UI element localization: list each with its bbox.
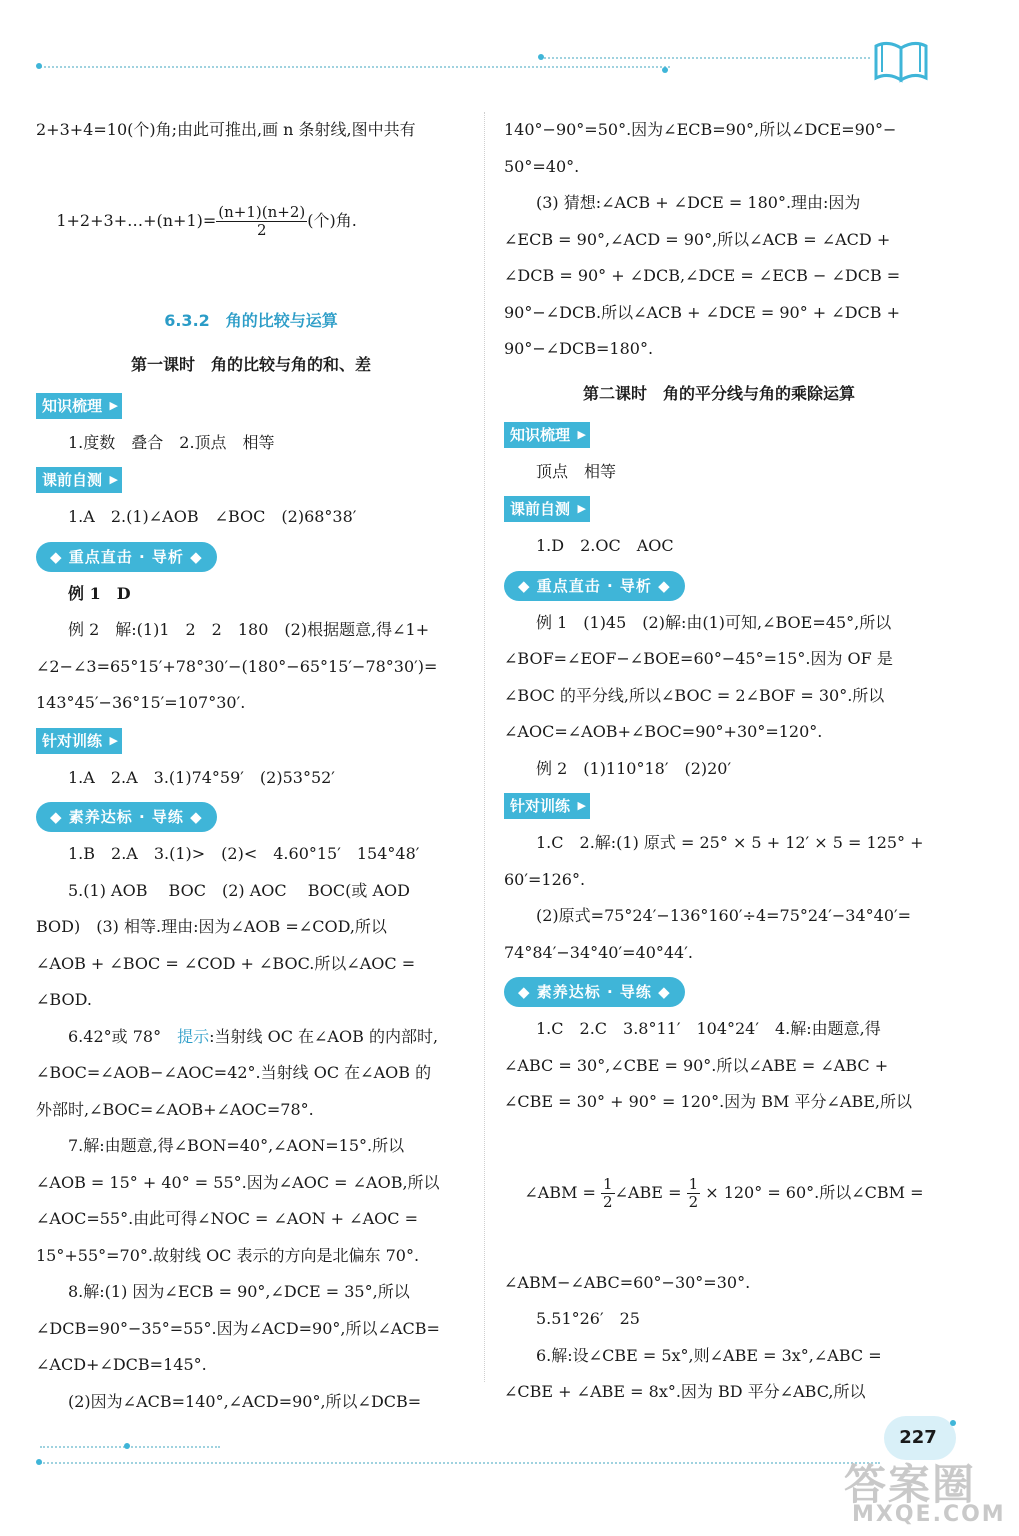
pre-class-test-tag: 课前自测 ▶ bbox=[504, 496, 590, 522]
pre-class-test-tag: 课前自测 ▶ bbox=[36, 467, 122, 493]
fraction-denominator: 2 bbox=[688, 1192, 699, 1211]
answer-line: 5.(1) AOB BOC (2) AOC BOC(或 AOD bbox=[68, 880, 410, 900]
column-divider bbox=[484, 112, 485, 1382]
answer-line: 1.C 2.C 3.8°11′ 104°24′ 4.解:由题意,得 bbox=[536, 1019, 881, 1038]
fraction bbox=[601, 1176, 615, 1211]
answer-line: 140°−90°=50°.因为∠ECB=90°,所以∠DCE=90°− bbox=[504, 120, 897, 139]
competency-banner: ◆ 素养达标 · 导练 ◆ bbox=[504, 977, 685, 1007]
header-dotted-line-upper bbox=[540, 57, 870, 59]
answer-line: 外部时,∠BOC=∠AOB+∠AOC=78°. bbox=[36, 1099, 314, 1119]
answer-line: 60′=126°. bbox=[504, 869, 586, 889]
answer-line: ∠CBE + ∠ABE = 8x°.因为 BD 平分∠ABC,所以 bbox=[504, 1382, 866, 1401]
answer-text: :当射线 OC 在∠AOB 的内部时, bbox=[209, 1026, 439, 1046]
answer-line: ∠ABM−∠ABC=60°−30°=30°. bbox=[504, 1272, 751, 1292]
answer-line: ∠AOB + ∠BOC = ∠COD + ∠BOC.所以∠AOC = bbox=[36, 953, 416, 973]
answer-text: ∠ABM = bbox=[524, 1182, 602, 1202]
example-line: ∠BOC 的平分线,所以∠BOC = 2∠BOF = 30°.所以 bbox=[504, 685, 885, 705]
answer-line: 1.A 2.A 3.(1)74°59′ (2)53°52′ bbox=[68, 767, 335, 787]
answer-line: 1.A 2.(1)∠AOB ∠BOC (2)68°38′ bbox=[68, 507, 357, 526]
watermark-url: MXQE.COM bbox=[852, 1502, 1006, 1527]
answer-line: 7.解:由题意,得∠BON=40°,∠AON=15°.所以 bbox=[68, 1136, 405, 1155]
header-dot bbox=[36, 63, 42, 69]
example-line: 例 2 (1)110°18′ (2)20′ bbox=[536, 758, 732, 778]
lesson-title: 第一课时 角的比较与角的和、差 bbox=[130, 354, 371, 374]
answer-line: 90°−∠DCB.所以∠ACB + ∠DCE = 90° + ∠DCB + bbox=[504, 302, 901, 322]
targeted-training-tag: 针对训练 ▶ bbox=[36, 728, 122, 754]
section-title: 6.3.2 角的比较与运算 bbox=[164, 310, 338, 330]
answer-line: ∠BOC=∠AOB−∠AOC=42°.当射线 OC 在∠AOB 的 bbox=[36, 1063, 432, 1082]
example-line: 例 1 D bbox=[68, 583, 131, 603]
example-line: 例 1 (1)45 (2)解:由(1)可知,∠BOE=45°,所以 bbox=[536, 612, 892, 632]
key-points-banner: ◆ 重点直击 · 导析 ◆ bbox=[504, 571, 685, 601]
left-column bbox=[36, 112, 466, 1420]
fraction bbox=[687, 1176, 701, 1211]
answer-line: ∠CBE = 30° + 90° = 120°.因为 BM 平分∠ABE,所以 bbox=[504, 1092, 912, 1111]
answer-line: BOD) (3) 相等.理由:因为∠AOB =∠COD,所以 bbox=[36, 917, 387, 936]
answer-line: 1.B 2.A 3.(1)> (2)< 4.60°15′ 154°48′ bbox=[68, 844, 420, 863]
header-dot bbox=[538, 54, 544, 60]
example-line: 143°45′−36°15′=107°30′. bbox=[36, 693, 246, 712]
page-number: 227 bbox=[899, 1427, 937, 1448]
example-line: ∠BOF=∠EOF−∠BOE=60°−45°=15°.因为 OF 是 bbox=[504, 649, 893, 668]
answer-line: ∠ECB = 90°,∠ACD = 90°,所以∠ACB = ∠ACD + bbox=[504, 229, 891, 249]
answer-line: 1.D 2.OC AOC bbox=[536, 536, 674, 555]
example-line: ∠2−∠3=65°15′+78°30′−(180°−65°15′−78°30′)= bbox=[36, 656, 438, 676]
formula-line bbox=[36, 149, 466, 293]
open-book-icon bbox=[872, 38, 930, 84]
answer-line: ∠DCB = 90° + ∠DCB,∠DCE = ∠ECB − ∠DCB = bbox=[504, 266, 901, 285]
text-line: 2+3+4=10(个)角;由此可推出,画 n 条射线,图中共有 bbox=[36, 120, 416, 139]
right-column bbox=[504, 112, 934, 1411]
answer-line: 74°84′−34°40′=40°44′. bbox=[504, 942, 693, 962]
answer-line: (2)因为∠ACB=140°,∠ACD=90°,所以∠DCB= bbox=[68, 1391, 422, 1411]
answer-line: 1.度数 叠合 2.顶点 相等 bbox=[68, 432, 275, 452]
formula-prefix: 1+2+3+…+(n+1)= bbox=[56, 210, 217, 230]
answer-line: (3) 猜想:∠ACB + ∠DCE = 180°.理由:因为 bbox=[536, 193, 861, 212]
answer-text: × 120° = 60°.所以∠CBM = bbox=[700, 1182, 924, 1202]
formula-line bbox=[504, 1121, 934, 1265]
answer-text: ∠ABE = bbox=[614, 1182, 687, 1202]
fraction bbox=[216, 204, 307, 239]
fraction-numerator: (n+1)(n+2) bbox=[218, 202, 306, 221]
footer-dot bbox=[124, 1443, 130, 1449]
footer-dotted-line bbox=[40, 1446, 220, 1448]
answer-line: ∠ABC = 30°,∠CBE = 90°.所以∠ABE = ∠ABC + bbox=[504, 1055, 889, 1075]
watermark-logo-text: 答案圈 bbox=[844, 1460, 977, 1509]
answer-line bbox=[36, 1019, 466, 1056]
answer-line: ∠BOD. bbox=[36, 990, 92, 1009]
answer-line: 5.51°26′ 25 bbox=[536, 1309, 640, 1328]
footer-dotted-line-lower bbox=[40, 1462, 880, 1464]
answer-line: 6.解:设∠CBE = 5x°,则∠ABE = 3x°,∠ABC = bbox=[536, 1345, 882, 1365]
answer-line: 50°=40°. bbox=[504, 156, 580, 176]
answer-line: 顶点 相等 bbox=[536, 461, 617, 481]
answer-line: ∠DCB=90°−35°=55°.因为∠ACD=90°,所以∠ACB= bbox=[36, 1318, 440, 1338]
key-points-banner: ◆ 重点直击 · 导析 ◆ bbox=[36, 542, 217, 572]
answer-line: (2)原式=75°24′−136°160′÷4=75°24′−34°40′= bbox=[536, 906, 912, 925]
answer-line: ∠AOB = 15° + 40° = 55°.因为∠AOC = ∠AOB,所以 bbox=[36, 1172, 440, 1192]
fraction-numerator: 1 bbox=[603, 1174, 613, 1193]
answer-line: 15°+55°=70°.故射线 OC 表示的方向是北偏东 70°. bbox=[36, 1245, 420, 1265]
answer-line: ∠ACD+∠DCB=145°. bbox=[36, 1355, 207, 1374]
header-dotted-line bbox=[40, 66, 670, 68]
example-line: ∠AOC=∠AOB+∠BOC=90°+30°=120°. bbox=[504, 722, 823, 741]
header-dot bbox=[662, 67, 668, 73]
answer-text: 6.42°或 78° bbox=[68, 1026, 178, 1046]
formula-suffix: (个)角. bbox=[307, 210, 357, 230]
footer-dot bbox=[36, 1459, 42, 1465]
fraction-denominator: 2 bbox=[603, 1192, 613, 1211]
answer-line: 8.解:(1) 因为∠ECB = 90°,∠DCE = 35°,所以 bbox=[68, 1282, 410, 1301]
answer-line: 90°−∠DCB=180°. bbox=[504, 339, 654, 358]
answer-line: 1.C 2.解:(1) 原式 = 25° × 5 + 12′ × 5 = 125° + bbox=[536, 833, 924, 852]
knowledge-review-tag: 知识梳理 ▶ bbox=[36, 393, 122, 419]
fraction-denominator: 2 bbox=[257, 220, 267, 239]
watermark bbox=[838, 1452, 1014, 1530]
fraction-numerator: 1 bbox=[688, 1174, 699, 1193]
answer-line: ∠AOC=55°.由此可得∠NOC = ∠AON + ∠AOC = bbox=[36, 1209, 418, 1228]
targeted-training-tag: 针对训练 ▶ bbox=[504, 793, 590, 819]
lesson-title: 第二课时 角的平分线与角的乘除运算 bbox=[582, 383, 855, 403]
example-line: 例 2 解:(1)1 2 2 180 (2)根据题意,得∠1+ bbox=[68, 620, 430, 639]
hint-label: 提示 bbox=[177, 1026, 210, 1046]
knowledge-review-tag: 知识梳理 ▶ bbox=[504, 422, 590, 448]
competency-banner: ◆ 素养达标 · 导练 ◆ bbox=[36, 802, 217, 832]
